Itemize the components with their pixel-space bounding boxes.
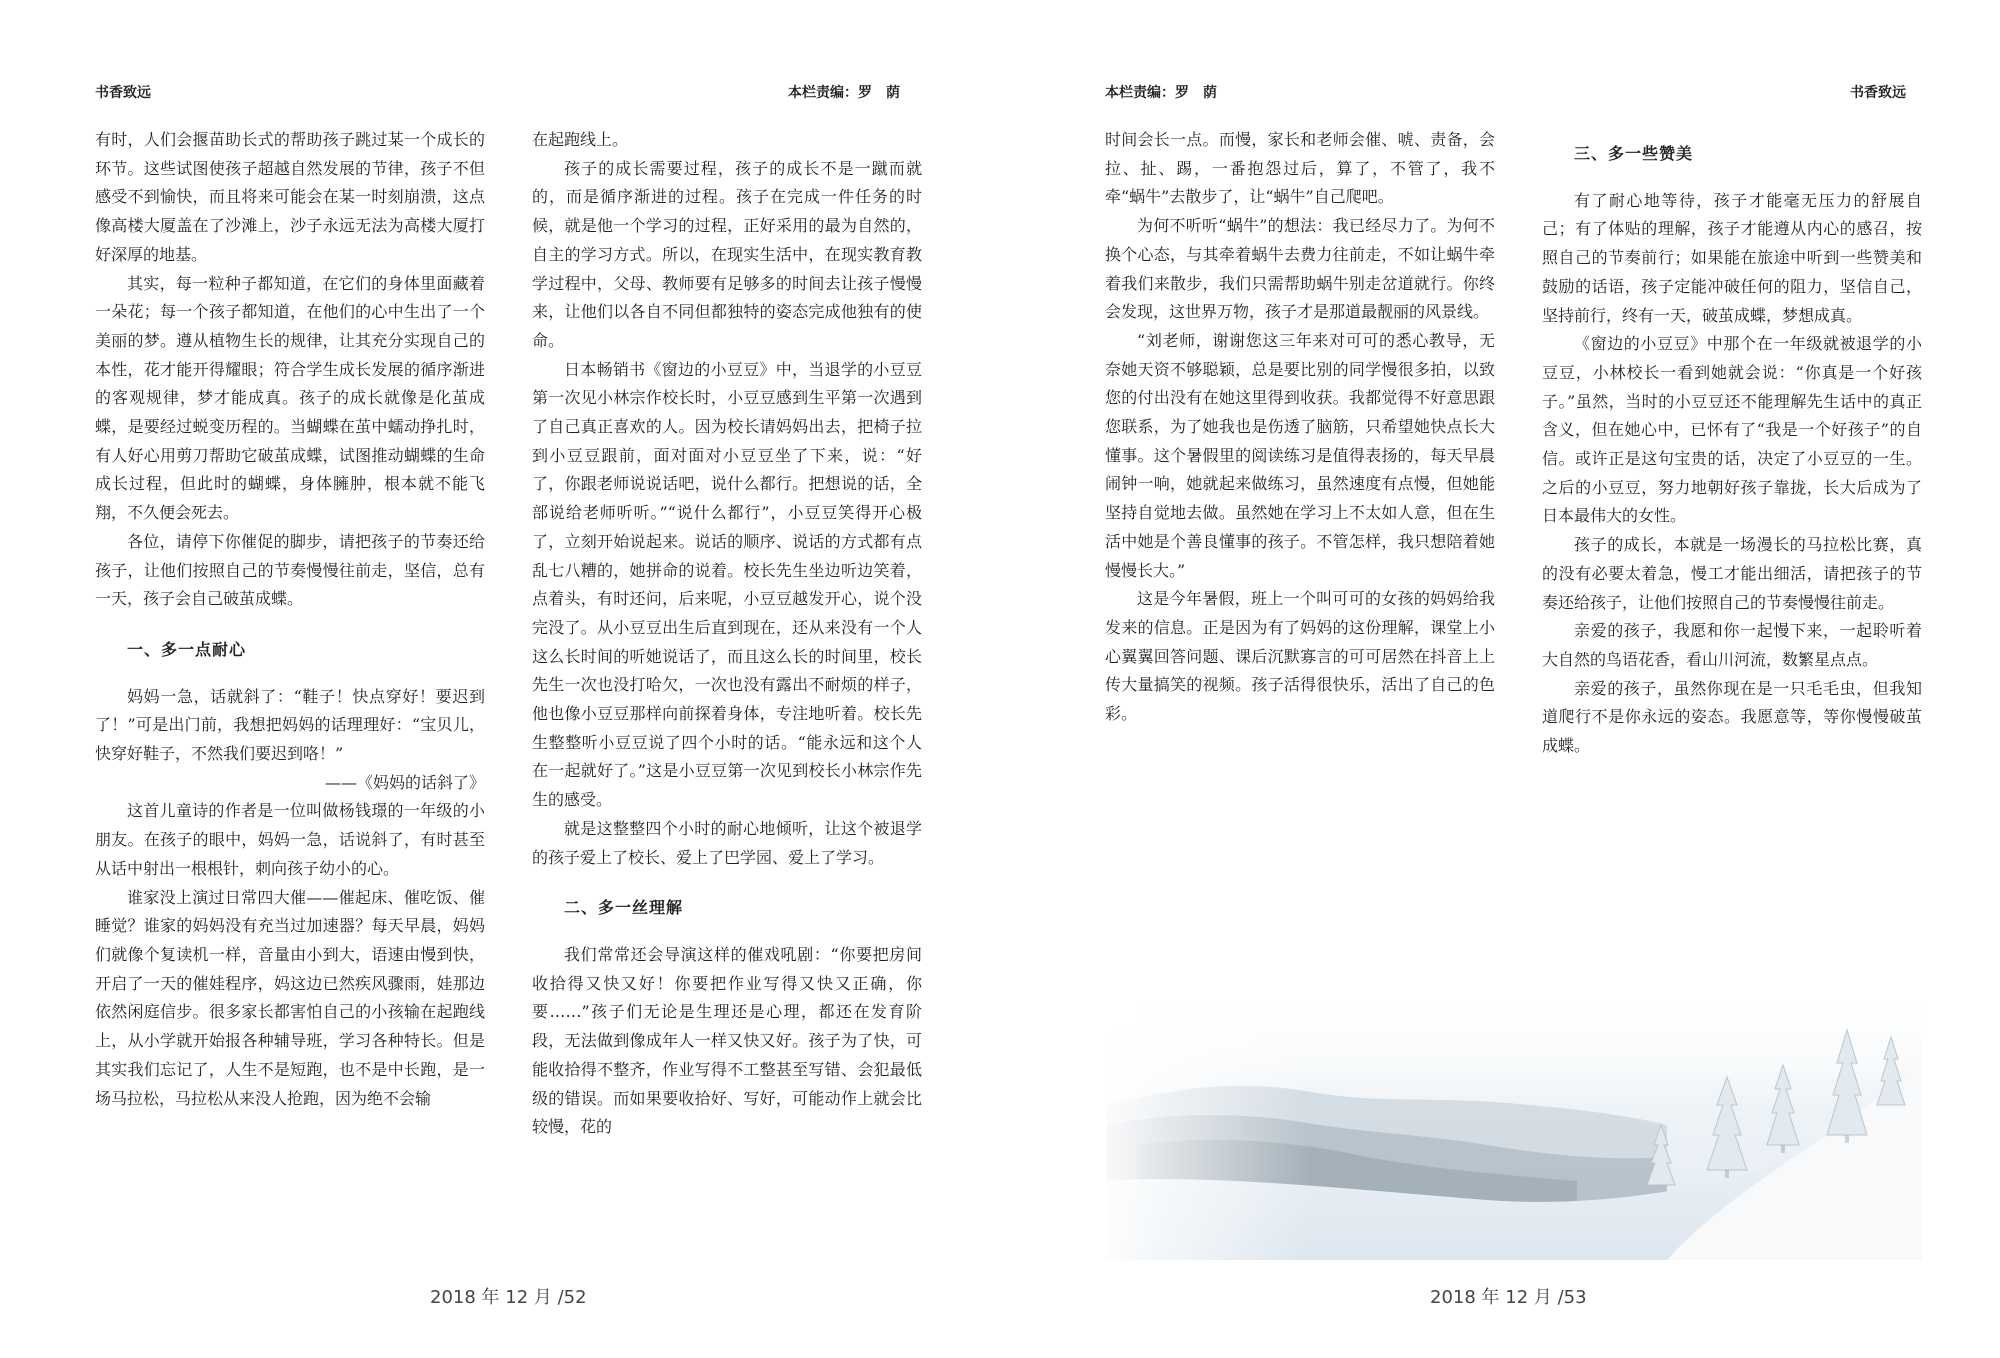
poem-source: ——《妈妈的话斜了》 xyxy=(324,772,485,792)
paragraph: 在起跑线上。 xyxy=(532,130,629,149)
paragraph: 就是这整整四个小时的耐心地倾听，让这个被退学的孩子爱上了校长、爱上了巴学园、爱上了学习。 xyxy=(532,818,922,867)
left-page-column-1 xyxy=(95,126,485,1113)
running-head-editor: 本栏责编：罗 荫 xyxy=(1105,85,1217,101)
snowy-mountain-landscape-image xyxy=(1107,985,1922,1260)
paragraph: 孩子的成长需要过程，孩子的成长不是一蹴而就的，而是循序渐进的过程。孩子在完成一件任务的时候，就是他一个学习的过程，正好采用的最为自然的，自主的学习方式。所以，在现实生活中，在现实教育教学过程中，父母、教师要有足够多的时间去让孩子慢慢来，让他们以各自不同但都独特的姿态完成他独有的使命。 xyxy=(532,158,922,350)
paragraph: 为何不听听“蜗牛”的想法：我已经尽力了。为何不换个心态，与其牵着蜗牛去费力往前走，不如让蜗牛牵着我们来散步，我们只需帮助蜗牛别走岔道就行。你终会发现，这世界万物，孩子才是那道最靓丽的风景线。 xyxy=(1105,216,1495,322)
right-page-column-2 xyxy=(1542,126,1922,761)
paragraph: 时间会长一点。而慢，家长和老师会催、唬、责备，会拉、扯、踢，一番抱怨过后，算了，不管了，我不牵“蜗牛”去散步了，让“蜗牛”自己爬吧。 xyxy=(1105,130,1495,207)
right-page-column-1 xyxy=(1105,126,1495,729)
paragraph: 《窗边的小豆豆》中那个在一年级就被退学的小豆豆，小林校长一看到她就会说：“你真是一个好孩子。”虽然，当时的小豆豆还不能理解先生话中的真正含义，但在她心中，已怀有了“我是一个好孩子”的自信。或许正是这句宝贵的话，决定了小豆豆的一生。之后的小豆豆，努力地朝好孩子靠拢，长大后成为了日本最伟大的女性。 xyxy=(1542,334,1922,526)
paragraph: 我们常常还会导演这样的催戏吼剧：“你要把房间收拾得又快又好！你要把作业写得又快又正确，你要……”孩子们无论是生理还是心理，都还在发育阶段，无法做到像成年人一样又快又好。孩子为了快，可能收拾得不整齐，作业写得不工整甚至写错、会犯最低级的错误。而如果要收拾好、写好，可能动作上就会比较慢，花的 xyxy=(532,944,922,1137)
left-page-column-2 xyxy=(532,126,922,1142)
snowy-mountain-landscape-icon xyxy=(1107,985,1922,1260)
section-heading: 二、多一丝理解 xyxy=(564,898,684,918)
paragraph: 这是今年暑假，班上一个叫可可的女孩的妈妈给我发来的信息。正是因为有了妈妈的这份理解，课堂上小心翼翼回答问题、课后沉默寡言的可可居然在抖音上上传大量搞笑的视频。孩子活得很快乐，活出了自己的色彩。 xyxy=(1105,589,1495,724)
paragraph: “刘老师，谢谢您这三年来对可可的悉心教导，无奈她天资不够聪颖，总是要比别的同学慢很多拍，以致您的付出没有在她这里得到收获。我都觉得不好意思跟您联系，为了她我也是伤透了脑筋，只希望她快点长大懂事。这个暑假里的阅读练习是值得表扬的，每天早晨闹钟一响，她就起来做练习，虽然速度有点慢，但她能坚持自觉地去做。虽然她在学习上不太如人意，但在生活中她是个善良懂事的孩子。不管怎样，我只想陪着她慢慢长大。” xyxy=(1105,330,1495,580)
paragraph: 亲爱的孩子，虽然你现在是一只毛毛虫，但我知道爬行不是你永远的姿态。我愿意等，等你慢慢破茧成蝶。 xyxy=(1542,678,1922,756)
running-head-left: 书香致远 xyxy=(95,85,151,101)
page-number: 2018 年 12 月 /53 xyxy=(1430,1287,1587,1308)
paragraph: 谁家没上演过日常四大催——催起床、催吃饭、催睡觉？谁家的妈妈没有充当过加速器？每天早晨，妈妈们就像个复读机一样，音量由小到大，语速由慢到快，开启了一天的催娃程序，妈这边已然疾风骤雨，娃那边依然闲庭信步。很多家长都害怕自己的小孩输在起跑线上，从小学就开始报各种辅导班，学习各种特长。但是其实我们忘记了，人生不是短跑，也不是中长跑，是一场马拉松，马拉松从来没人抢跑，因为绝不会输 xyxy=(95,887,485,1108)
page-number: 2018 年 12 月 /52 xyxy=(430,1287,587,1308)
paragraph: 各位，请停下你催促的脚步，请把孩子的节奏还给孩子，让他们按照自己的节奏慢慢往前走，坚信，总有一天，孩子会自己破茧成蝶。 xyxy=(95,531,485,609)
paragraph: 这首儿童诗的作者是一位叫做杨钱璟的一年级的小朋友。在孩子的眼中，妈妈一急，话说斜了，有时甚至从话中射出一根根针，刺向孩子幼小的心。 xyxy=(95,801,485,878)
paragraph: 日本畅销书《窗边的小豆豆》中，当退学的小豆豆第一次见小林宗作校长时，小豆豆感到生平第一次遇到了自己真正喜欢的人。因为校长请妈妈出去，把椅子拉到小豆豆跟前，面对面对小豆豆坐了下来，说：“好了，你跟老师说说话吧，说什么都行。把想说的话，全部说给老师听听。”“说什么都行”，小豆豆笑得开心极了，立刻开始说起来。说话的顺序、说话的方式都有点乱七八糟的，她拼命的说着。校长先生坐边听边笑着，点着头，有时还问，后来呢，小豆豆越发开心，说个没完没了。从小豆豆出生后直到现在，还从来没有一个人这么长时间的听她说话了，而且这么长的时间里，校长先生一次也没打哈欠，一次也没有露出不耐烦的样子，他也像小豆豆那样向前探着身体，专注地听着。校长先生整整听小豆豆说了四个小时的话。“能永远和这个人在一起就好了。”这是小豆豆第一次见到校长小林宗作先生的感受。 xyxy=(532,359,922,810)
section-heading: 三、多一些赞美 xyxy=(1574,144,1694,163)
paragraph: 有时，人们会揠苗助长式的帮助孩子跳过某一个成长的环节。这些试图使孩子超越自然发展的节律，孩子不但感受不到愉快，而且将来可能会在某一时刻崩溃，这点像高楼大厦盖在了沙滩上，沙子永远无法为高楼大厦打好深厚的地基。 xyxy=(95,130,485,264)
running-head-right: 书香致远 xyxy=(1850,85,1906,101)
paragraph: 有了耐心地等待，孩子才能毫无压力的舒展自己；有了体贴的理解，孩子才能遵从内心的感召，按照自己的节奏前行；如果能在旅途中听到一些赞美和鼓励的话语，孩子定能冲破任何的阻力，坚信自己，坚持前行，终有一天，破茧成蝶，梦想成真。 xyxy=(1542,190,1922,325)
paragraph: 亲爱的孩子，我愿和你一起慢下来，一起聆听着大自然的鸟语花香，看山川河流，数繁星点点。 xyxy=(1542,621,1922,669)
section-heading: 一、多一点耐心 xyxy=(127,639,247,659)
running-head-editor: 本栏责编：罗 荫 xyxy=(788,85,900,101)
poem-quote: 妈妈一急，话就斜了：“鞋子！快点穿好！要迟到了！”可是出门前，我想把妈妈的话理理好：“宝贝儿，快穿好鞋子，不然我们要迟到咯！” xyxy=(95,686,485,764)
paragraph: 其实，每一粒种子都知道，在它们的身体里面藏着一朵花；每一个孩子都知道，在他们的心中生出了一个美丽的梦。遵从植物生长的规律，让其充分实现自己的本性，花才能开得耀眼；符合学生成长发展的循序渐进的客观规律，梦才能成真。孩子的成长就像是化茧成蝶，是要经过蜕变历程的。当蝴蝶在茧中蠕动挣扎时，有人好心用剪刀帮助它破茧成蝶，试图推动蝴蝶的生命成长过程，但此时的蝴蝶，身体臃肿，根本就不能飞翔，不久便会死去。 xyxy=(95,273,485,523)
paragraph: 孩子的成长，本就是一场漫长的马拉松比赛，真的没有必要太着急，慢工才能出细活，请把孩子的节奏还给孩子，让他们按照自己的节奏慢慢往前走。 xyxy=(1542,535,1922,612)
